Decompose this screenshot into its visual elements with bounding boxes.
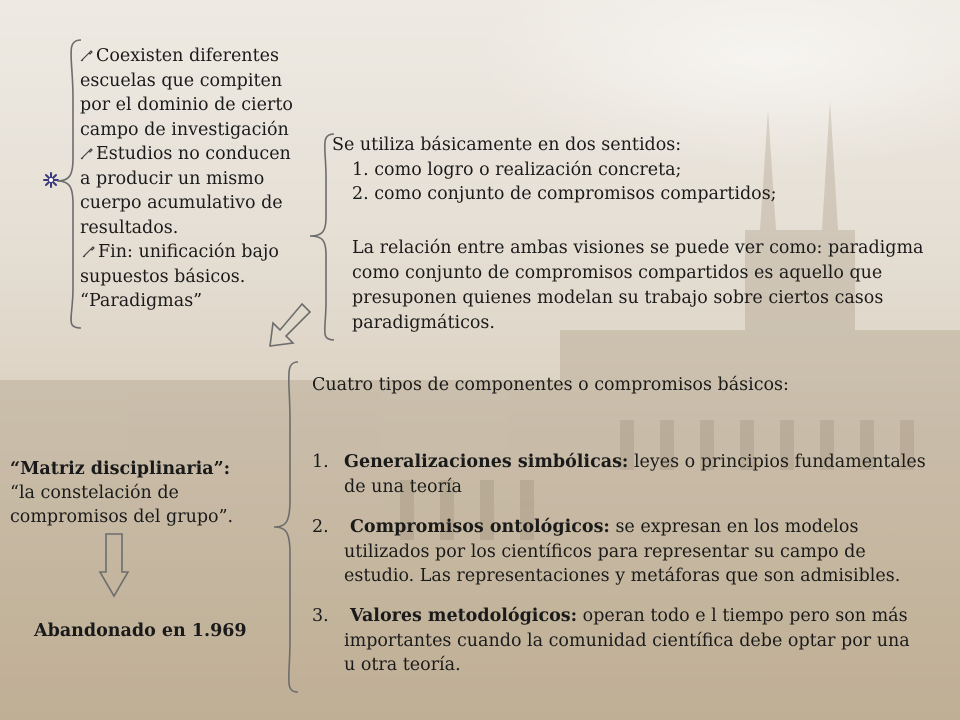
sentido-2: 2. como conjunto de compromisos compartidos; (352, 184, 777, 204)
diagonal-down-arrow (262, 300, 314, 352)
item-number: 1. (312, 452, 329, 472)
abandonado-label: Abandonado en 1.969 (34, 621, 247, 641)
matriz-block (10, 457, 280, 529)
component-item-1: 1. Generalizaciones simbólicas: leyes o principios fundamentales de una teoría (312, 452, 926, 497)
quill-icon (82, 245, 95, 258)
quill-icon (80, 147, 93, 160)
left-bullet-list (80, 44, 320, 314)
bottom-brace (272, 360, 302, 694)
relacion-paragraph: La relación entre ambas visiones se puede ver como: paradigma como conjunto de compromisos compartidos es aquello que presuponen quienes modelan su trabajo sobre ciertos casos paradigmáticos. (352, 238, 924, 333)
sentidos-intro: Se utiliza básicamente en dos sentidos: (332, 135, 682, 155)
matriz-line-2: “la constelación de (10, 483, 179, 503)
sentido-1: 1. como logro o realización concreta; (352, 159, 682, 180)
down-arrow (98, 532, 130, 598)
item-number: 3. (312, 606, 329, 626)
item-number: 2. (312, 517, 329, 537)
left-bullet-1: Coexisten diferentes escuelas que compiten por el dominio de cierto campo de investigación (80, 46, 293, 140)
component-item-3: 3. Valores metodológicos: operan todo e l tiempo pero son más importantes cuando la comunidad científica debe optar por una u otra teoría. (312, 606, 910, 675)
quill-icon (80, 49, 93, 62)
left-bullet-2: Estudios no conducen a producir un mismo cuerpo acumulativo de resultados. (80, 144, 291, 238)
left-bullet-3: Fin: unificación bajo supuestos básicos. “Paradigmas” (80, 242, 279, 311)
matriz-line-3: compromisos del grupo”. (10, 507, 234, 527)
matriz-title: “Matriz disciplinaria”: (10, 459, 231, 479)
component-item-2: 2. Compromisos ontológicos: se expresan en los modelos utilizados por los científicos para representar su campo de estudio. Las representaciones y metáforas que son admisibles. (312, 517, 901, 586)
componentes-heading: Cuatro tipos de componentes o compromisos básicos: (312, 375, 789, 395)
sentidos-block (332, 133, 957, 207)
